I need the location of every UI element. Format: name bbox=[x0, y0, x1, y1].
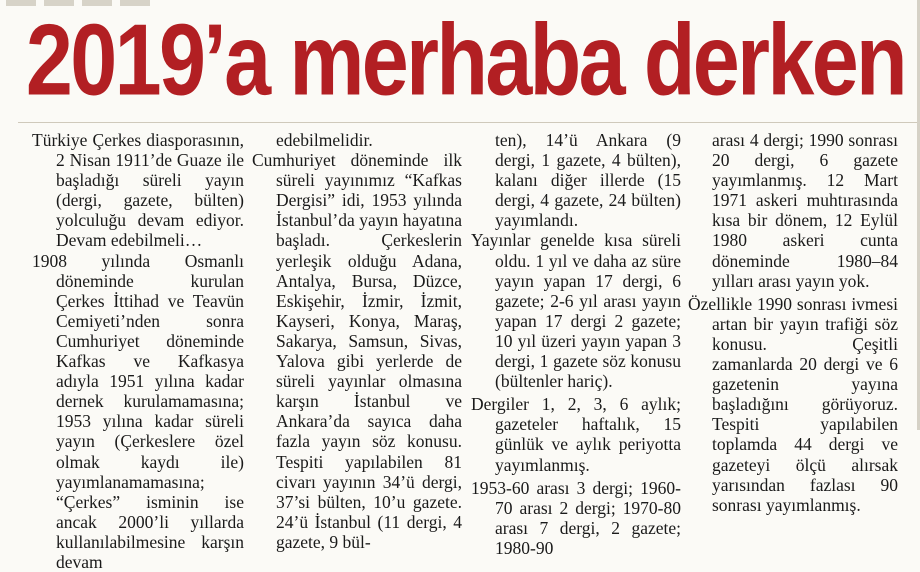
paragraph: Yayınlar genelde kısa süreli oldu. 1 yıl ve daha az süre yayın yapan 17 dergi, 6 gazete; 2-6 yıl arası yayın yapan 17 dergi 2 gazete; 10 yıl üzeri yayın yapan 3 dergi, 1 gazete söz konusu (bültenler hariç). bbox=[471, 230, 681, 392]
paragraph: 1953-60 arası 3 dergi; 1960-70 arası 2 dergi; 1970-80 arası 7 dergi, 2 gazete; 1980-90 bbox=[471, 477, 681, 558]
paragraph: edebilmelidir. bbox=[276, 130, 373, 150]
paragraph: arası 4 dergi; 1990 sonrası 20 dergi, 6 gazete yayımlanmış. 12 Mart 1971 askeri muhtırasında kısa bir dönem, 12 Eylül 1980 askeri cunta döneminde 1980–84 yılları arası yayın yok. bbox=[712, 130, 898, 291]
paragraph: ten), 14’ü Ankara (9 dergi, 1 gazete, 4 bülten), kalanı diğer illerde (15 dergi, 4 gazete, 24 bülten) yayımlandı. bbox=[495, 130, 681, 231]
article-column-1 bbox=[32, 130, 244, 572]
headline-rule bbox=[18, 122, 918, 123]
paragraph: 1908 yılında Osmanlı döneminde kurulan Çerkes İttihad ve Teavün Cemiyeti’nden sonra Cumhuriyet döneminde Kafkas ve Kafkasya adıyla 1951 yılına kadar dernek kurulamamasına; 1953 yılına kadar süreli yayın (Çerkeslere özel olmak kaydı ile) yayımlanamamasına; “Çerkes” isminin ise ancak 2000’li yıllarda kullanılabilmesine karşın devam bbox=[32, 250, 244, 572]
paragraph: Cumhuriyet döneminde ilk süreli yayınımız “Kafkas Dergisi” idi, 1953 yılında İstanbul’da yayın hayatına başladı. Çerkeslerin yerleşik olduğu Adana, Antalya, Bursa, Düzce, Eskişehir, İzmir, İzmit, Kayseri, Konya, Maraş, Sakarya, Samsun, Sivas, Yalova gibi yerlerde de süreli yayınlar olmasına karşın İstanbul ve Ankara’da sayıca daha fazla yayın söz konusu. Tespiti yapılabilen 81 civarı yayının 34’ü dergi, 37’si bülten, 10’u gazete. 24’ü İstanbul (11 dergi, 4 gazete, 9 bül- bbox=[252, 150, 462, 552]
article-body bbox=[0, 130, 920, 572]
article-column-3 bbox=[471, 130, 681, 558]
headline: 2019’a merhaba derken bbox=[25, 4, 905, 117]
paragraph: Özellikle 1990 sonrası ivmesi artan bir yayın trafiği söz konusu. Çeşitli zamanlarda 20 dergi ve 6 gazetenin yayına başladığını görüyoruz. Tespiti yapılabilen toplamda 44 dergi ve gazeteyi ölçü alırsak yarısından fazlası 90 sonrası yayımlanmış. bbox=[688, 293, 898, 515]
article-column-4 bbox=[688, 130, 898, 515]
paragraph: Türkiye Çerkes diasporasının, 2 Nisan 1911’de Guaze ile başladığı süreli yayın (dergi, gazete, bülten) yolculuğu devam ediyor. Devam edebilmeli… bbox=[32, 130, 244, 251]
paragraph: Dergiler 1, 2, 3, 6 aylık; gazeteler haftalık, 15 günlük ve aylık periyotta yayımlanmış. bbox=[471, 394, 681, 475]
headline-container bbox=[0, 0, 920, 122]
article-column-2 bbox=[252, 130, 462, 552]
